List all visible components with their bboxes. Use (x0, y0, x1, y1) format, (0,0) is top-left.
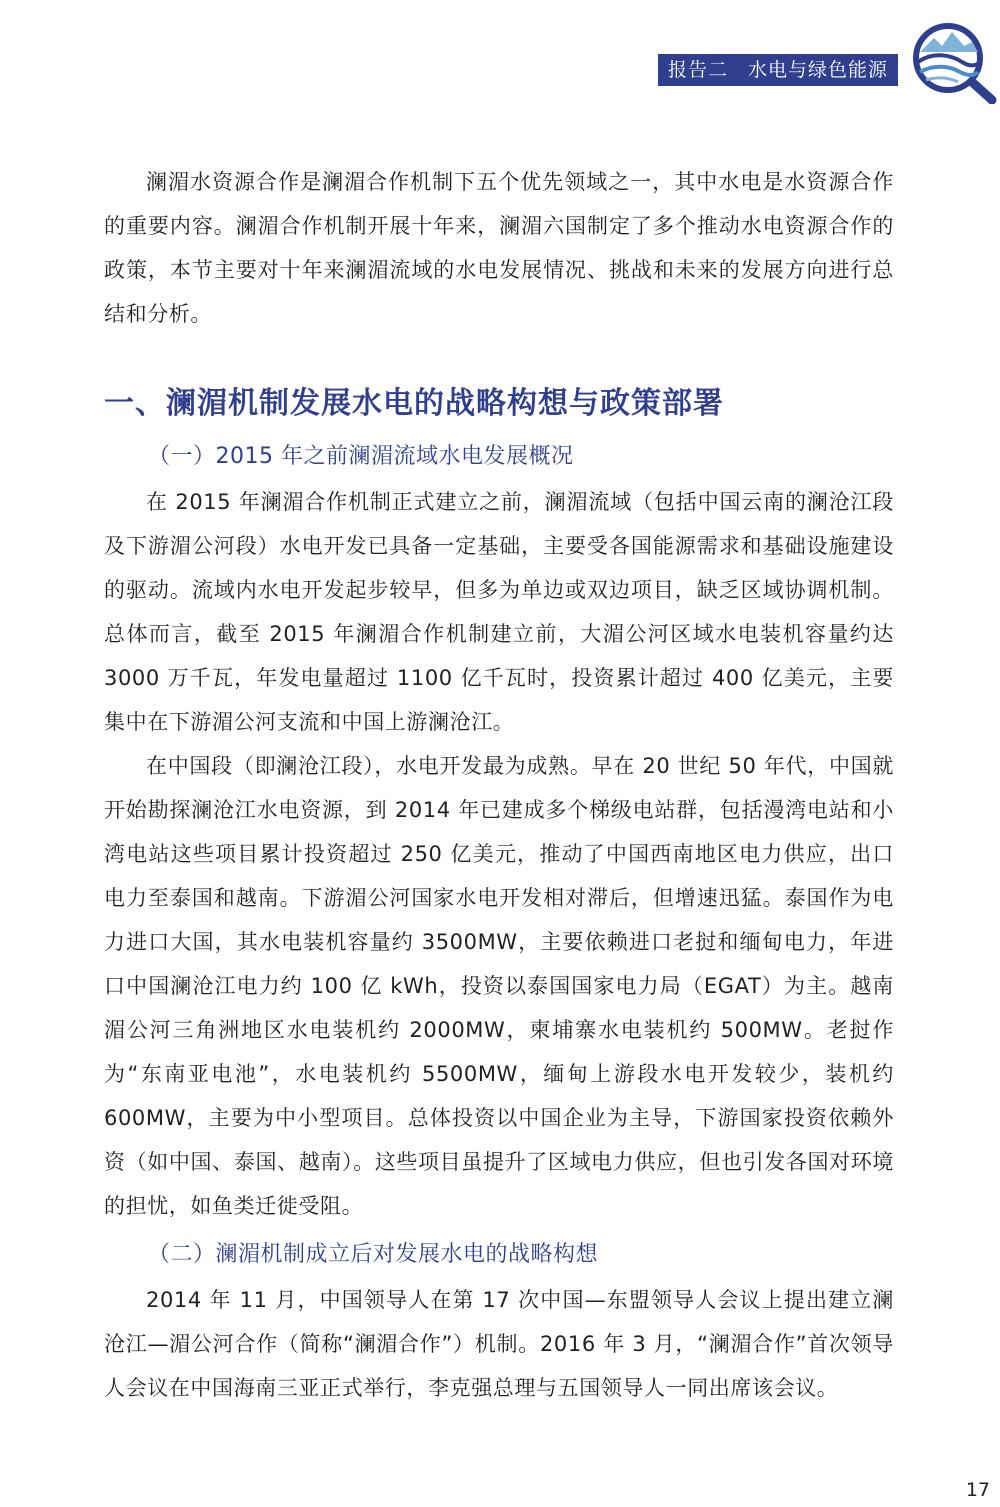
page-header (0, 0, 1000, 110)
intro-paragraph: 澜湄水资源合作是澜湄合作机制下五个优先领域之一，其中水电是水资源合作的重要内容。澜湄合作机制开展十年来，澜湄六国制定了多个推动水电资源合作的政策，本节主要对十年来澜湄流域的水电发展情况、挑战和未来的发展方向进行总结和分析。 (104, 170, 894, 326)
body-paragraph: 在中国段（即澜沧江段），水电开发最为成熟。早在 20 世纪 50 年代，中国就开始勘探澜沧江水电资源，到 2014 年已建成多个梯级电站群，包括漫湾电站和小湾电站这些项目累计投资超过 250 亿美元，推动了中国西南地区电力供应，出口电力至泰国和越南。下游湄公河国家水电开发相对滞后，但增速迅猛。泰国作为电力进口大国，其水电装机容量约 3500MW，主要依赖进口老挝和缅甸电力，年进口中国澜沧江电力约 100 亿 kWh，投资以泰国国家电力局（EGAT）为主。越南湄公河三角洲地区水电装机约 2000MW，柬埔寨水电装机约 500MW。老挝作为“东南亚电池”，水电装机约 5500MW，缅甸上游段水电开发较少，装机约 600MW，主要为中小型项目。总体投资以中国企业为主导，下游国家投资依赖外资（如中国、泰国、越南）。这些项目虽提升了区域电力供应，但也引发各国对环境的担忧，如鱼类迁徙受阻。 (104, 754, 894, 1218)
subsection-title: （二）澜湄机制成立后对发展水电的战略构想 (148, 1242, 599, 1267)
section-title: 一、澜湄机制发展水电的战略构想与政策部署 (104, 386, 724, 421)
page-number: 17 (965, 1479, 990, 1501)
river-magnifier-logo-icon (906, 18, 998, 104)
body-paragraph: 2014 年 11 月，中国领导人在第 17 次中国—东盟领导人会议上提出建立澜沧江—湄公河合作（简称“澜湄合作”）机制。2016 年 3 月，“澜湄合作”首次领导人会议在中国海南三亚正式举行，李克强总理与五国领导人一同出席该会议。 (104, 1288, 894, 1400)
main-content (104, 160, 894, 1410)
subsection-title: （一）2015 年之前澜湄流域水电发展概况 (148, 444, 574, 469)
body-paragraph: 在 2015 年澜湄合作机制正式建立之前，澜湄流域（包括中国云南的澜沧江段及下游湄公河段）水电开发已具备一定基础，主要受各国能源需求和基础设施建设的驱动。流域内水电开发起步较早，但多为单边或双边项目，缺乏区域协调机制。总体而言，截至 2015 年澜湄合作机制建立前，大湄公河区域水电装机容量约达 3000 万千瓦，年发电量超过 1100 亿千瓦时，投资累计超过 400 亿美元，主要集中在下游湄公河支流和中国上游澜沧江。 (104, 490, 894, 734)
section-label: 报告二 水电与绿色能源 (658, 54, 898, 86)
